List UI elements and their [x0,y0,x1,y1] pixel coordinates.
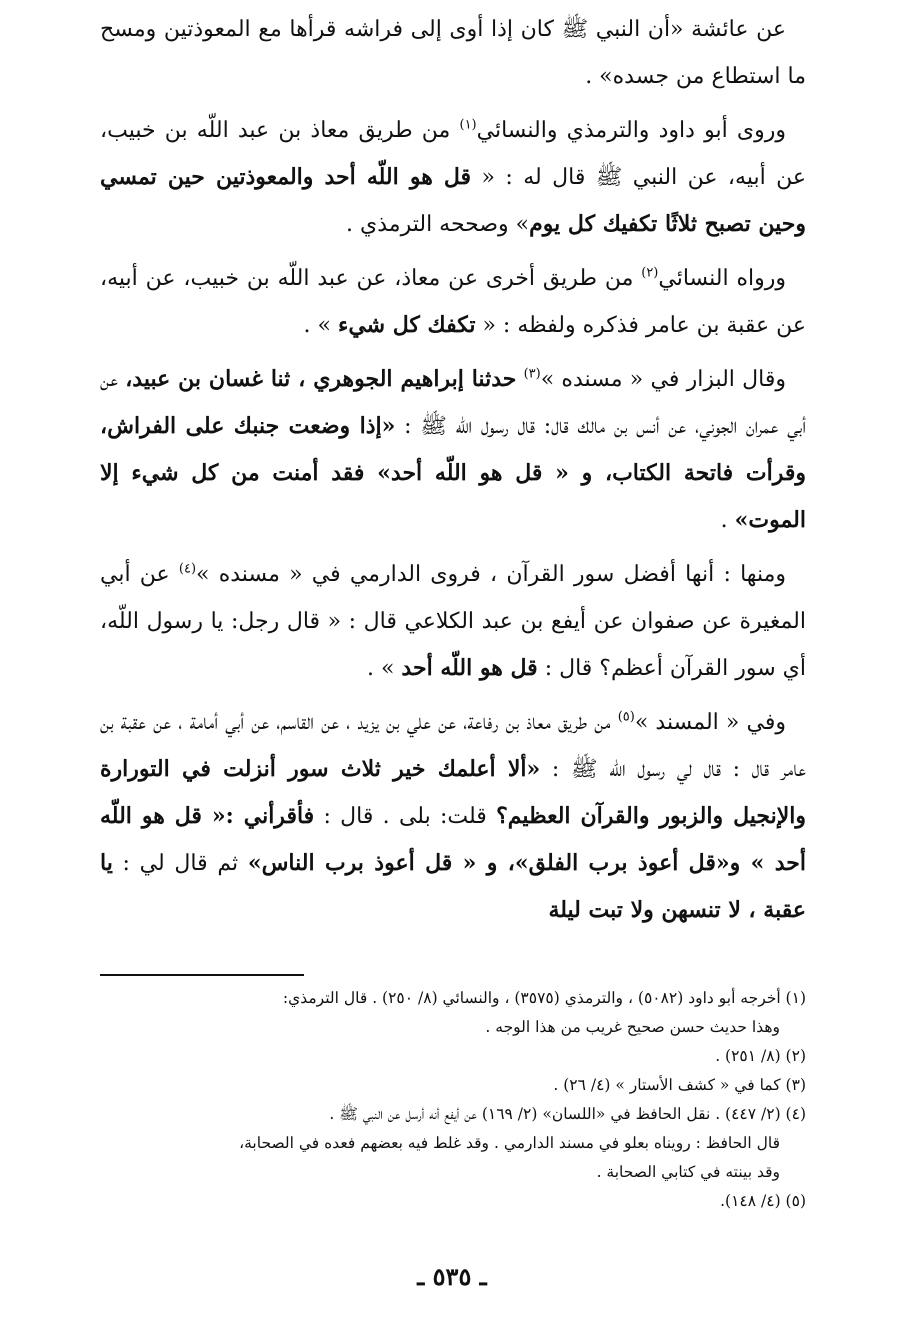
emphasized-text: «إذا وضعت جنبك على الفراش، وقرأت فاتحة الكتاب، و « قل هو اللّه أحد» فقد أمنت من كل شيء إلا الموت» [100,413,806,533]
emphasized-text: حدثنا إبراهيم الجوهري ، ثنا غسان بن عبيد، [125,366,517,392]
page-number: ـ ٥٣٥ ـ [417,1262,487,1291]
footnote-4: (٤) (٢/ ٤٤٧) . نقل الحافظ في «اللسان» (٢/ ١٦٩) عن أيفع أنه أرسل عن النبي ﷺ . [329,1105,806,1123]
text-run: من طريق معاذ بن رفاعة، عن علي بن يزيد ، عن القاسم، عن أبي أمامة ، عن عقبة بن عامر قال : قال لي رسول اللّه ﷺ : [100,710,806,782]
footnote-4-continued-2: وقد بينته في كتابي الصحابة . [596,1163,780,1181]
paragraph-darimi-narration [100,551,806,692]
paragraph-nasai-narration [100,255,806,349]
footnote-reference: (٣) [523,366,541,382]
footnote-4-continued: قال الحافظ : رويناه بعلو في مسند الدارمي . وقد غلط فيه بعضهم فعده في الصحابة، [239,1134,780,1152]
text-run: من طريق معاذ بن عبد اللّه بن خبيب، عن أبيه، عن النبي ﷺ قال له : « [100,118,806,190]
footnote-reference: (٤) [178,561,197,577]
paragraph-bazzar-narration [100,356,806,544]
footnote-2: (٢) (٨/ ٢٥١) . [715,1047,806,1065]
text-run: عن أبي عمران الجوني، عن أنس بن مالك قال: قال رسول اللّه ﷺ : [100,367,806,439]
text-run: » . [366,656,402,681]
emphasized-text: قل هو اللّه أحد [401,655,538,681]
text-run: من طريق أخرى عن معاذ، عن عبد اللّه بن خبيب، عن أبيه، عن عقبة بن عامر فذكره ولفظه : « [100,266,806,338]
text-run: » . [303,313,338,338]
text-run: وروى أبو داود والترمذي والنسائي [476,118,786,143]
text-run: قلت: بلى . قال : [314,804,497,829]
text-run: عن عائشة «أن النبي ﷺ كان إذا أوى إلى فراشه قرأها مع المعوذتين ومسح ما استطاع من جسده» . [100,17,806,89]
text-run: ثم قال لي : [112,851,248,876]
footnote-3: (٣) كما في « كشف الأستار » (٤/ ٢٦) . [553,1076,806,1094]
footnote-reference: (٢) [641,265,659,281]
text-run: عن أبي المغيرة عن صفوان عن أيفع بن عبد الكلاعي قال : « قال رجل: يا رسول اللّه، أي سور القرآن أعظم؟ قال : [100,562,806,681]
text-run [516,367,523,392]
footnote-reference: (١) [459,117,477,133]
text-run: ومنها : أنها أفضل سور القرآن ، فروى الدارمي في « مسنده » [196,562,786,587]
paragraph-abu-dawud-narration [100,107,806,248]
emphasized-text: تكفك كل شيء [337,312,476,338]
text-run: . [720,508,735,533]
footnotes [100,984,806,1216]
text-run: وفي « المسند » [634,710,786,735]
text-run: » وصححه الترمذي . [346,212,530,237]
emphasized-text: قل هو اللّه أحد والمعوذتين حين تمسي وحين تصبح ثلاثًا تكفيك كل يوم [100,164,806,237]
paragraph-aisha-narration [100,6,806,100]
footnote-5: (٥) (٤/ ١٤٨). [720,1192,806,1210]
text-run: وقال البزار في « مسنده » [540,367,786,392]
paragraph-musnad-narration [100,699,806,934]
text-run: ورواه النسائي [658,266,787,291]
footnote-reference: (٥) [617,709,635,725]
emphasized-text: يا عقبة ، لا تنسهن ولا تبت ليلة [100,850,806,923]
footnote-1: (١) أخرجه أبو داود (٥٠٨٢) ، والترمذي (٣٥٧٥) ، والنسائي (٨/ ٢٥٠) . قال الترمذي: [282,989,806,1007]
footnote-1-continued: وهذا حديث حسن صحيح غريب من هذا الوجه . [485,1018,780,1036]
page-body [100,6,806,941]
footnote-separator [100,974,304,976]
emphasized-text: «ألا أعلمك خير ثلاث سور أنزلت في التورارة والإنجيل والزبور والقرآن العظيم؟ [100,756,806,829]
emphasized-text: فأقرأني :« قل هو اللّه أحد » و«قل أعوذ برب الفلق»، و « قل أعوذ برب الناس» [100,803,806,876]
